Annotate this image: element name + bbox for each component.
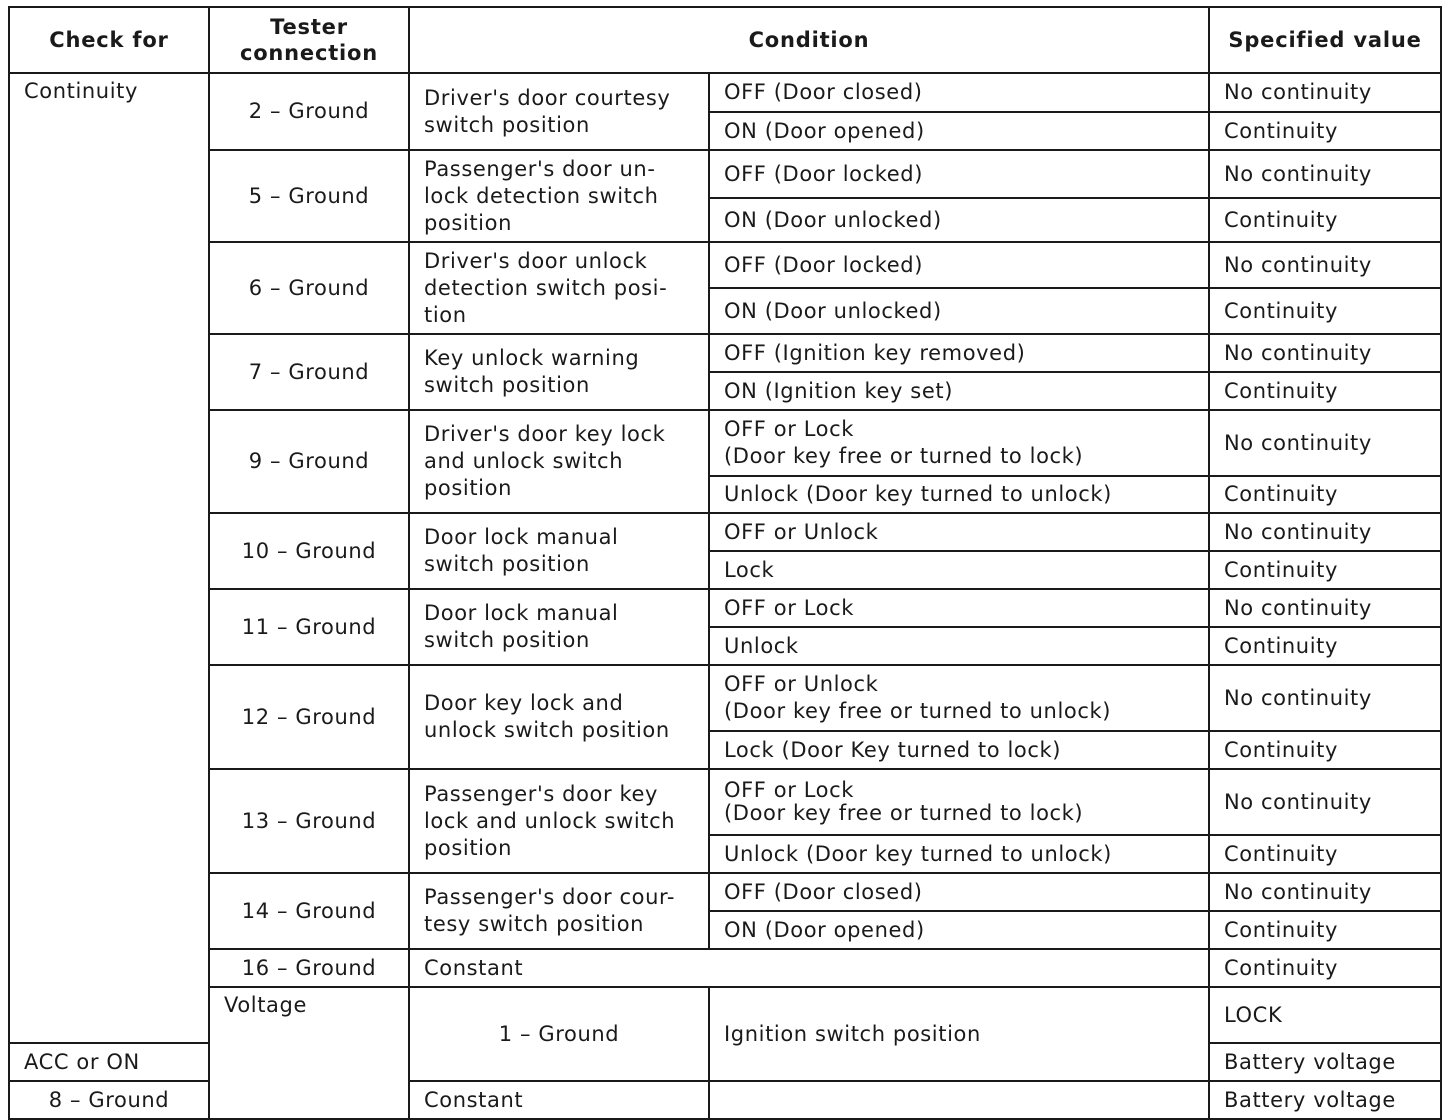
switch-position: Ignition switch position — [709, 987, 1209, 1081]
condition: Unlock — [709, 627, 1209, 665]
switch-position: Door key lock and unlock switch position — [409, 665, 709, 769]
header-tester-line2: connection — [239, 41, 379, 65]
header-tester-connection — [209, 7, 409, 73]
condition: ON (Door opened) — [709, 112, 1209, 150]
header-tester-line1: Tester — [270, 15, 348, 39]
table-row — [9, 873, 1441, 911]
specified-value: No continuity — [1209, 665, 1441, 731]
specified-value: No continuity — [1209, 410, 1441, 476]
check-for-voltage: Voltage — [209, 987, 409, 1119]
condition-line: OFF or Unlock — [724, 672, 879, 696]
specified-value: Continuity — [1209, 476, 1441, 513]
condition — [709, 410, 1209, 476]
specified-value: Continuity — [1209, 731, 1441, 769]
condition: ON (Door opened) — [709, 911, 1209, 949]
condition: ON (Door unlocked) — [709, 198, 1209, 242]
specified-value: Continuity — [1209, 627, 1441, 665]
table-row — [9, 949, 1441, 987]
condition: OFF (Ignition key removed) — [709, 334, 1209, 372]
specified-value: Continuity — [1209, 551, 1441, 589]
switch-position: Driver's door courtesy switch position — [409, 73, 709, 150]
tester-connection: 12 – Ground — [209, 665, 409, 769]
condition: ACC or ON — [9, 1043, 209, 1081]
switch-position: Door lock manual switch position — [409, 589, 709, 665]
switch-position: Door lock manual switch position — [409, 513, 709, 589]
tester-connection: 1 – Ground — [409, 987, 709, 1081]
table-row — [9, 242, 1441, 288]
header-row — [9, 7, 1441, 73]
condition: ON (Door unlocked) — [709, 288, 1209, 334]
table-row — [9, 665, 1441, 731]
specified-value: No continuity — [1209, 73, 1441, 112]
condition: OFF (Door closed) — [709, 73, 1209, 112]
table-row — [9, 73, 1441, 112]
condition — [709, 665, 1209, 731]
table-row — [9, 334, 1441, 372]
condition: OFF or Unlock — [709, 513, 1209, 551]
header-check-for: Check for — [9, 7, 209, 73]
specified-value: Continuity — [1209, 112, 1441, 150]
specified-value: Continuity — [1209, 911, 1441, 949]
tester-connection: 2 – Ground — [209, 73, 409, 150]
tester-connection: 7 – Ground — [209, 334, 409, 410]
tester-connection: 11 – Ground — [209, 589, 409, 665]
condition: LOCK — [1209, 987, 1441, 1043]
condition: Constant — [409, 949, 1209, 987]
specified-value: Continuity — [1209, 198, 1441, 242]
header-specified-value: Specified value — [1209, 7, 1441, 73]
switch-position: Key unlock warning switch position — [409, 334, 709, 410]
condition — [709, 769, 1209, 835]
tester-connection: 5 – Ground — [209, 150, 409, 242]
specified-value: No continuity — [1209, 769, 1441, 835]
condition-line: (Door key free or turned to lock) — [724, 444, 1084, 468]
tester-connection: 13 – Ground — [209, 769, 409, 873]
tester-connection: 6 – Ground — [209, 242, 409, 334]
tester-connection: 9 – Ground — [209, 410, 409, 513]
table-row — [9, 513, 1441, 551]
condition: Constant — [409, 1081, 709, 1119]
switch-position: Driver's door key lock and unlock switch position — [409, 410, 709, 513]
condition: OFF (Door closed) — [709, 873, 1209, 911]
specified-value: Continuity — [1209, 288, 1441, 334]
switch-position: Driver's door unlock detection switch posi- tion — [409, 242, 709, 334]
condition: Unlock (Door key turned to unlock) — [709, 835, 1209, 873]
condition: Lock (Door Key turned to lock) — [709, 731, 1209, 769]
condition: Lock — [709, 551, 1209, 589]
specified-value: Battery voltage — [1209, 1043, 1441, 1081]
specified-value: No continuity — [1209, 513, 1441, 551]
specified-value: Continuity — [1209, 949, 1441, 987]
switch-position: Passenger's door un- lock detection switch position — [409, 150, 709, 242]
specified-value: Battery voltage — [1209, 1081, 1441, 1119]
specified-value: Continuity — [1209, 372, 1441, 410]
tester-connection: 8 – Ground — [9, 1081, 209, 1119]
condition-empty — [709, 1081, 1209, 1119]
tester-connection: 14 – Ground — [209, 873, 409, 949]
specified-value: Continuity — [1209, 835, 1441, 873]
specified-value: No continuity — [1209, 589, 1441, 627]
condition-line: (Door key free or turned to unlock) — [724, 699, 1112, 723]
condition-line: OFF or Lock — [724, 778, 855, 802]
header-condition: Condition — [409, 7, 1209, 73]
condition: OFF (Door locked) — [709, 242, 1209, 288]
condition: ON (Ignition key set) — [709, 372, 1209, 410]
table-row — [9, 150, 1441, 198]
specified-value: No continuity — [1209, 334, 1441, 372]
condition-line: OFF or Lock — [724, 417, 855, 441]
table-row — [9, 589, 1441, 627]
condition: OFF or Lock — [709, 589, 1209, 627]
inspection-table — [8, 6, 1442, 1120]
tester-connection: 16 – Ground — [209, 949, 409, 987]
condition: OFF (Door locked) — [709, 150, 1209, 198]
table-row — [9, 987, 1441, 1043]
specified-value: No continuity — [1209, 873, 1441, 911]
switch-position: Passenger's door cour- tesy switch position — [409, 873, 709, 949]
table-row — [9, 769, 1441, 835]
table-row — [9, 410, 1441, 476]
check-for-continuity: Continuity — [9, 73, 209, 1043]
specified-value: No continuity — [1209, 150, 1441, 198]
tester-connection: 10 – Ground — [209, 513, 409, 589]
switch-position: Passenger's door key lock and unlock switch position — [409, 769, 709, 873]
condition-line: (Door key free or turned to lock) — [724, 801, 1084, 825]
condition: Unlock (Door key turned to unlock) — [709, 476, 1209, 513]
specified-value: No continuity — [1209, 242, 1441, 288]
